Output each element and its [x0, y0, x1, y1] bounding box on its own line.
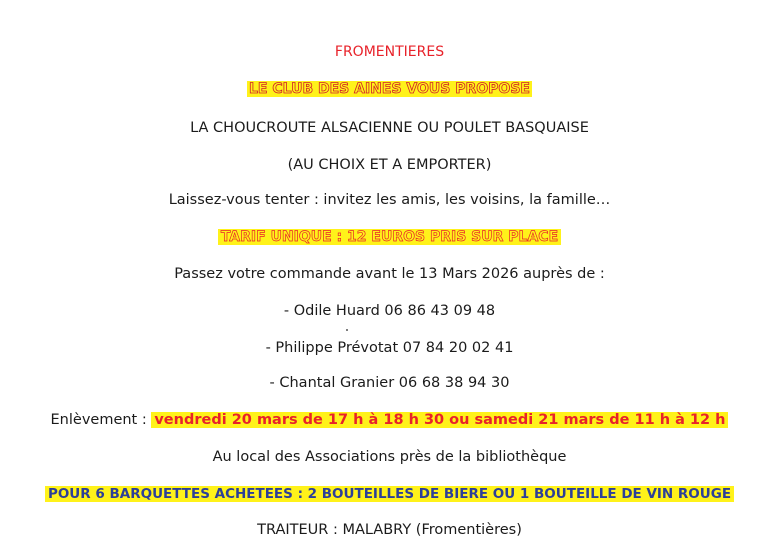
contact-item — [0, 373, 779, 393]
pickup-label: Enlèvement : — [50, 412, 147, 428]
choice-note — [0, 155, 779, 175]
caterer-line — [0, 520, 779, 540]
price-highlight — [218, 229, 561, 245]
pickup-times: vendredi 20 mars de 17 h à 18 h 30 ou samedi 21 mars de 11 h à 12 h — [151, 412, 728, 428]
offer-line — [0, 484, 779, 504]
order-deadline — [0, 264, 779, 284]
club-heading — [0, 79, 779, 99]
club-heading-text: LE CLUB DES AINES VOUS PROPOSE — [249, 81, 530, 97]
town-title-text: FROMENTIERES — [334, 44, 445, 60]
contact-odile: - Odile Huard 06 86 43 09 48 — [283, 303, 496, 319]
dish-line — [0, 118, 779, 138]
contact-item — [0, 301, 779, 321]
location-text: Au local des Associations près de la bibliothèque — [212, 449, 567, 465]
town-title — [0, 42, 779, 62]
offer-text: POUR 6 BARQUETTES ACHETEES : 2 BOUTEILLES DE BIERE OU 1 BOUTEILLE DE VIN ROUGE — [45, 486, 734, 502]
invite-line — [0, 190, 779, 210]
order-deadline-text: Passez votre commande avant le 13 Mars 2026 auprès de : — [174, 266, 605, 282]
scan-speck — [346, 329, 348, 331]
contact-chantal: - Chantal Granier 06 68 38 94 30 — [269, 375, 510, 391]
caterer-text: TRAITEUR : MALABRY (Fromentières) — [257, 522, 522, 538]
location-line — [0, 447, 779, 467]
pickup-line — [0, 410, 779, 430]
contact-philippe: - Philippe Prévotat 07 84 20 02 41 — [265, 340, 514, 356]
contact-item — [0, 338, 779, 358]
price-text: TARIF UNIQUE : 12 EUROS PRIS SUR PLACE — [220, 229, 559, 245]
club-heading-highlight — [247, 81, 532, 97]
choice-note-text: (AU CHOIX ET A EMPORTER) — [287, 157, 492, 173]
invite-text: Laissez-vous tenter : invitez les amis, les voisins, la famille… — [168, 192, 611, 208]
price-line — [0, 227, 779, 247]
dish-text: LA CHOUCROUTE ALSACIENNE OU POULET BASQUAISE — [190, 120, 589, 136]
